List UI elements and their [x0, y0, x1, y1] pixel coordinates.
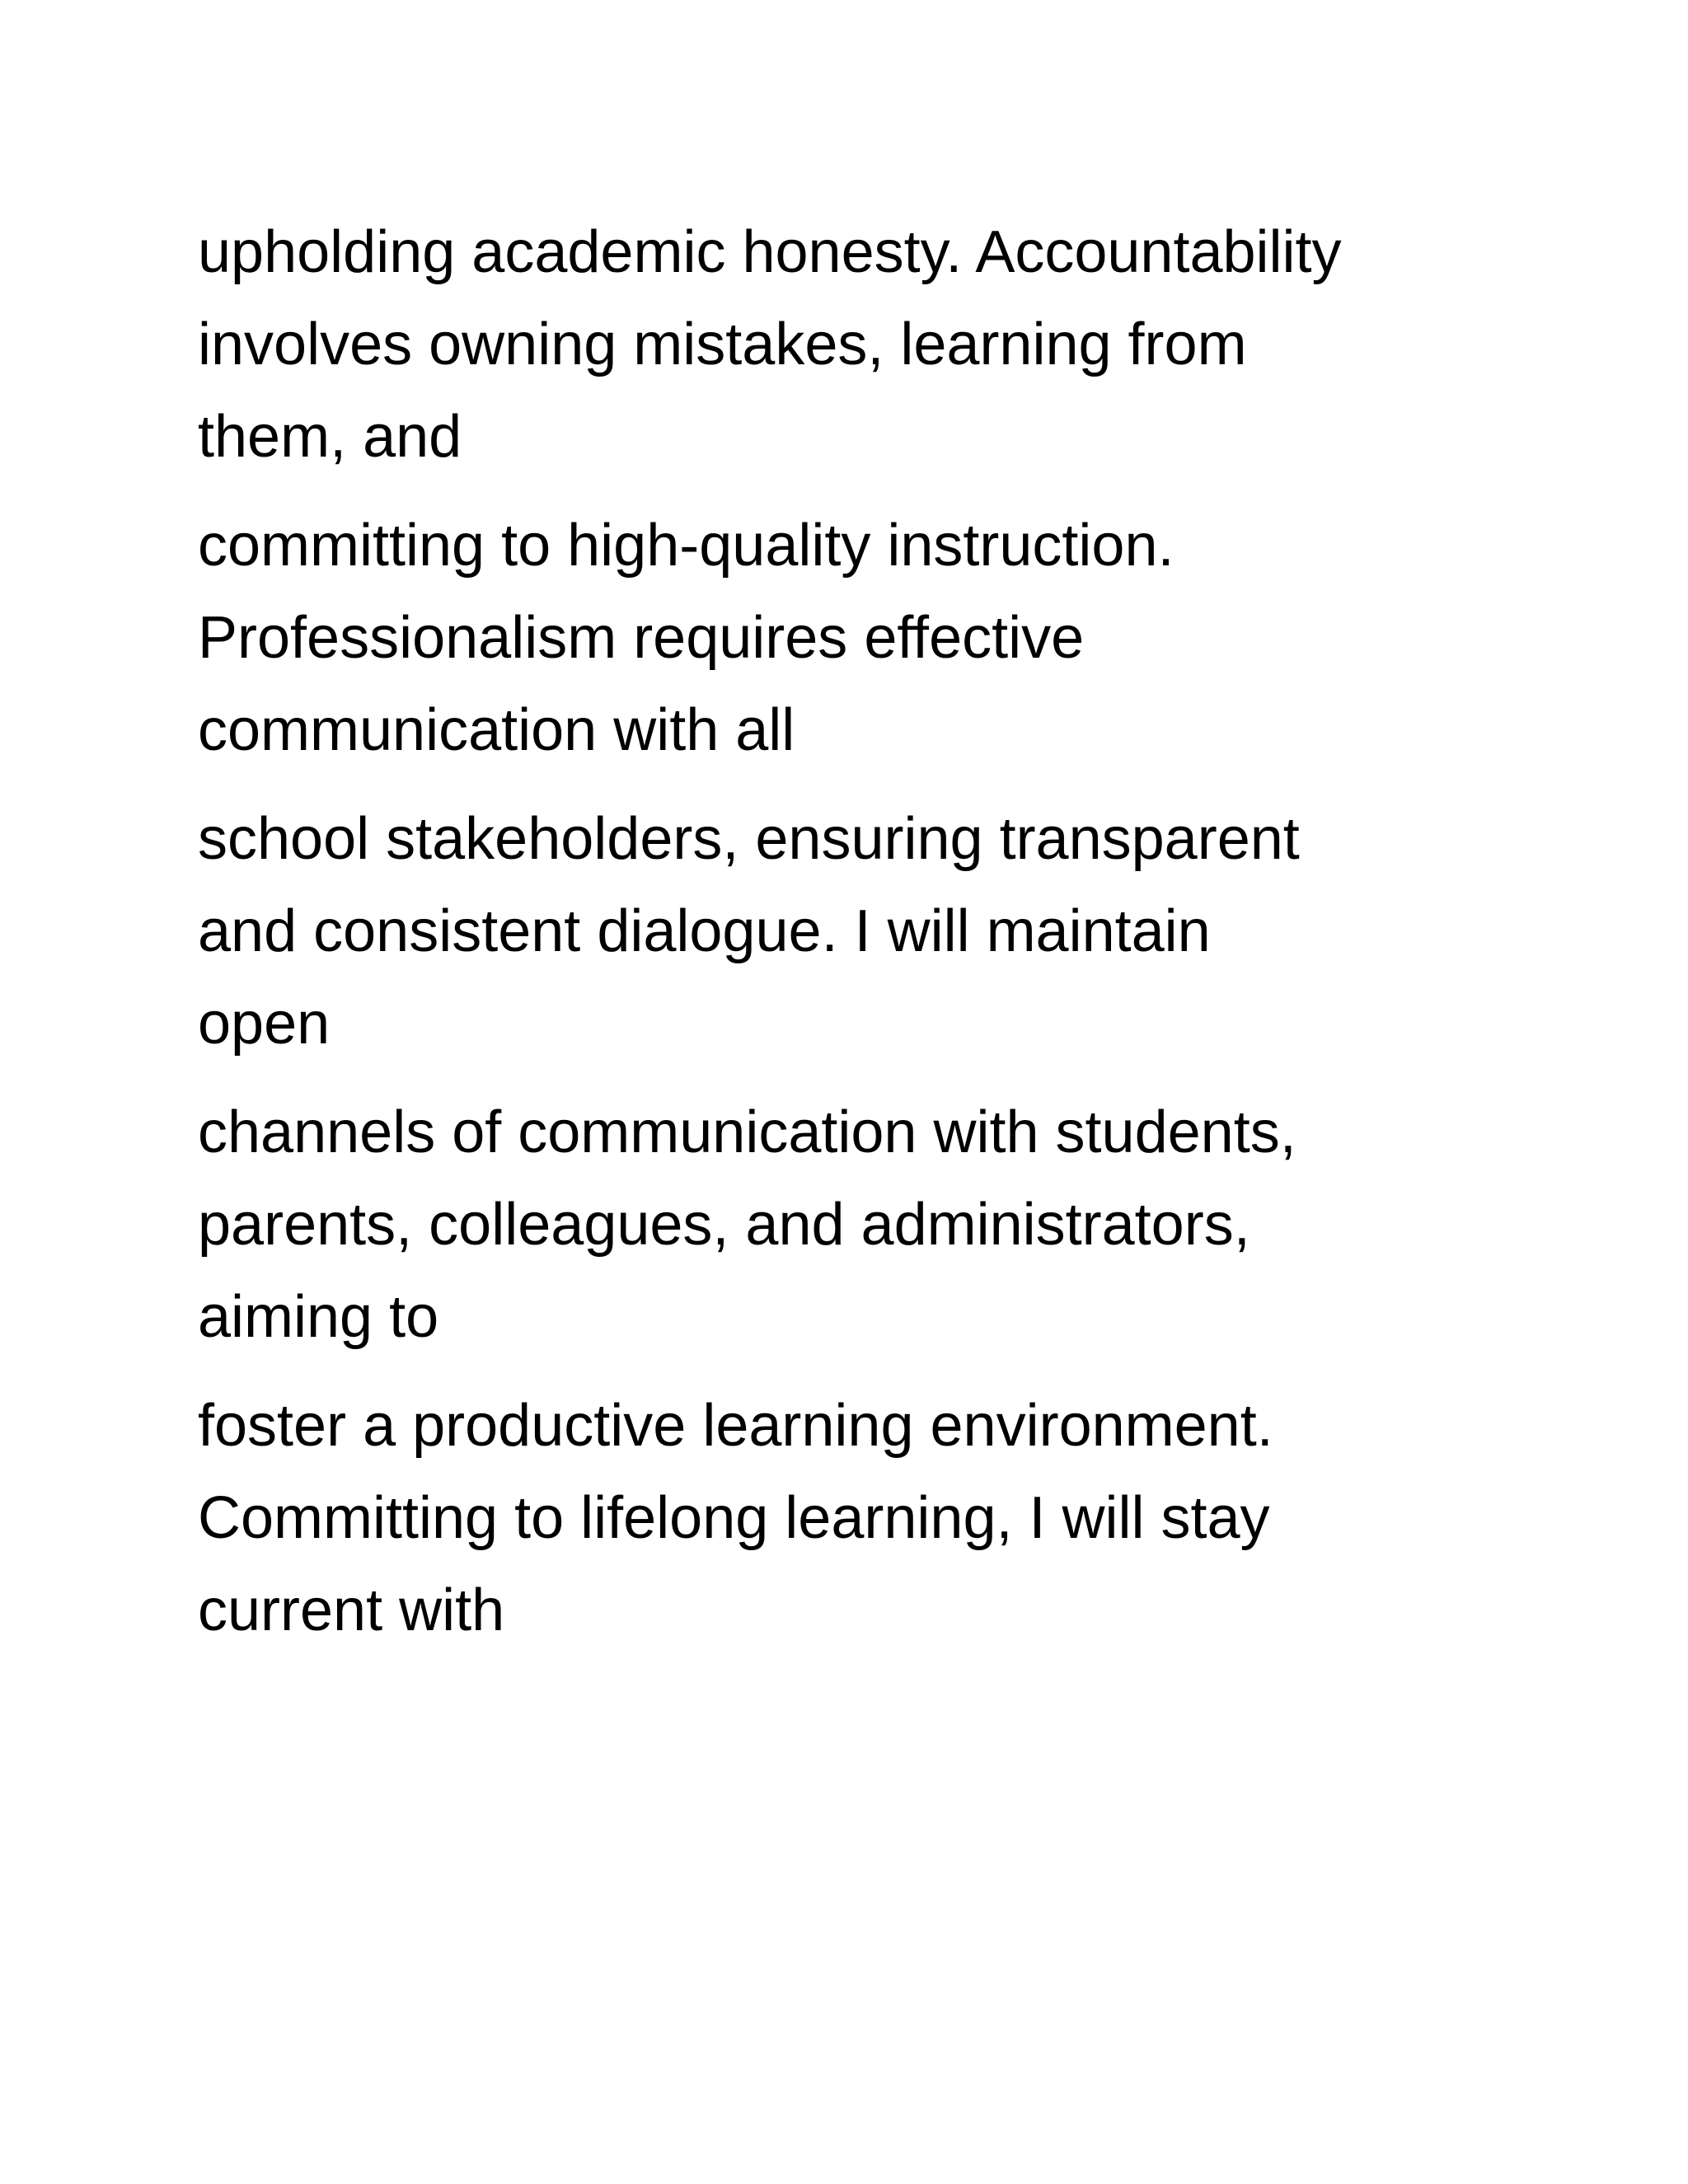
text-line: and consistent dialogue. I will maintain [198, 898, 1211, 964]
paragraph-1 [198, 206, 1550, 483]
paragraph-4 [198, 1086, 1550, 1363]
paragraph-2 [198, 499, 1550, 776]
text-line: Professionalism requires effective [198, 605, 1085, 671]
paragraph-3 [198, 793, 1550, 1070]
document-body [198, 206, 1550, 1673]
text-line: them, and [198, 404, 462, 470]
text-line: upholding academic honesty. Accountability [198, 219, 1342, 285]
paragraph-5 [198, 1380, 1550, 1657]
text-line: current with [198, 1577, 505, 1643]
text-line: aiming to [198, 1284, 439, 1350]
text-line: committing to high-quality instruction. [198, 513, 1175, 579]
text-line: communication with all [198, 697, 795, 763]
text-line: foster a productive learning environment. [198, 1393, 1273, 1459]
text-line: involves owning mistakes, learning from [198, 312, 1247, 377]
text-line: channels of communication with students, [198, 1099, 1296, 1165]
text-line: school stakeholders, ensuring transparent [198, 806, 1300, 872]
text-line: open [198, 991, 331, 1057]
text-line: parents, colleagues, and administrators, [198, 1192, 1250, 1258]
text-line: Committing to lifelong learning, I will stay [198, 1485, 1270, 1551]
